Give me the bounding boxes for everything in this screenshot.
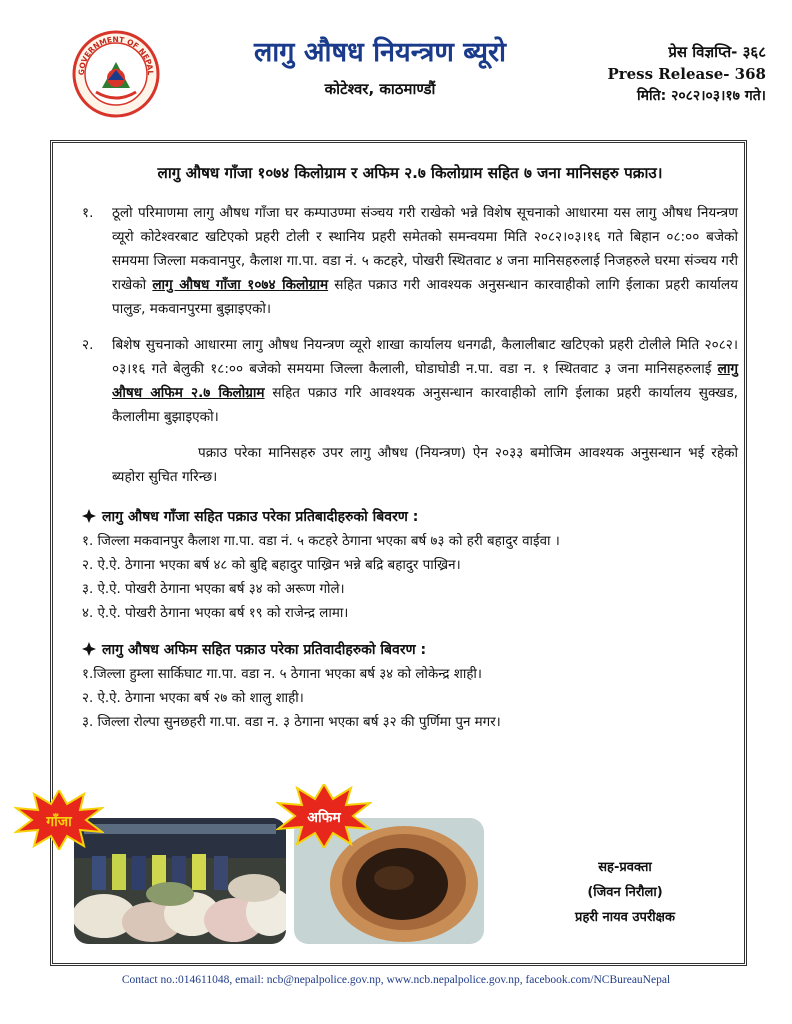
section-title-text: लागु औषध गाँजा सहित पक्राउ परेका प्रतिबादीहरुको बिवरण : xyxy=(102,509,419,525)
paragraph-body xyxy=(112,333,738,429)
ganja-seizure-photo xyxy=(74,818,286,944)
list-item: १. जिल्ला मकवानपुर कैलाश गा.पा. वडा नं. ५ कटहरे ठेगाना भएका बर्ष ७३ को हरी बहादुर वाईवा । xyxy=(82,534,560,549)
section-title-text: लागु औषध अफिम सहित पक्राउ परेका प्रतिवादीहरुको बिवरण : xyxy=(102,642,427,658)
badge-label: गाँजा xyxy=(46,814,72,830)
signature-title: सह-प्रवक्ता xyxy=(598,860,652,875)
paragraph-1 xyxy=(82,201,738,321)
closing-paragraph: पक्राउ परेका मानिसहरु उपर लागु औषध (नियन्त्रण) ऐन २०३३ बमोजिम आवश्यक अनुसन्धान भई रहेको ब्यहोरा सुचित गरिन्छ। xyxy=(112,445,738,485)
paragraph-number: २. xyxy=(82,337,94,353)
list-item: १.जिल्ला हुम्ला सार्किघाट गा.पा. वडा न. ५ ठेगाना भएका बर्ष ३४ को लोकेन्द्र शाही। xyxy=(82,667,482,682)
press-release-number-en: Press Release- 368 xyxy=(607,64,766,83)
opium-badge xyxy=(276,784,372,848)
signature-rank: प्रहरी नायव उपरीक्षक xyxy=(575,910,675,925)
badge-label: अफिम xyxy=(307,810,341,826)
opium-section-title xyxy=(82,640,738,659)
signature-block xyxy=(540,855,710,930)
paragraph-highlight: लागु औषध गाँजा १०७४ किलोग्राम xyxy=(152,277,329,293)
signature-name: (जिवन निरौला) xyxy=(587,885,663,900)
ganja-defendants-list xyxy=(82,530,738,626)
headline: लागु औषध गाँजा १०७४ किलोग्राम र अफिम २.७ किलोग्राम सहित ७ जना मानिसहरु पक्राउ। xyxy=(157,164,663,182)
page-title: लागु औषध नियन्त्रण ब्यूरो xyxy=(253,37,507,68)
diamond-bullet-icon xyxy=(82,509,96,523)
paragraph-text: बिशेष सुचनाको आधारमा लागु औषध नियन्त्रण व्यूरो शाखा कार्यालय धनगढी, कैलालीबाट खटिएको प्रहरी टोलीले मिति २०८२।०३।१६ गते बेलुकी १८:०० बजेको समयमा जिल्ला कैलाली, घोडाघोडी न.पा. वडा न. १ स्थितवाट ३ जना मानिसहरुलाई xyxy=(112,337,738,377)
main-content xyxy=(82,155,738,749)
release-date: मिति: २०८२।०३।१७ गते। xyxy=(637,87,766,104)
press-release-number-np: प्रेस विज्ञप्ति- ३६८ xyxy=(668,43,766,61)
diamond-bullet-icon xyxy=(82,642,96,656)
list-item: २. ऐ.ऐ. ठेगाना भएका बर्ष ४८ को बुद्दि बहादुर पाख्रिन भन्ने बद्रि बहादुर पाख्रिन। xyxy=(82,558,461,573)
ganja-section-title xyxy=(82,507,738,526)
ganja-badge xyxy=(14,790,104,850)
paragraph-2 xyxy=(82,333,738,429)
office-location: कोटेश्वर, काठमाण्डौं xyxy=(324,80,436,98)
paragraph-highlight: लागु औषध अफिम २.७ किलोग्राम xyxy=(112,361,738,401)
list-item: ३. जिल्ला रोल्पा सुनछहरी गा.पा. वडा न. ३ ठेगाना भएका बर्ष ३२ की पुर्णिमा पुन मगर। xyxy=(82,715,501,730)
list-item: २. ऐ.ऐ. ठेगाना भएका बर्ष २७ को शालु शाही। xyxy=(82,691,304,706)
list-item: ३. ऐ.ऐ. पोखरी ठेगाना भएका बर्ष ३४ को अरूण गोले। xyxy=(82,582,345,597)
header-center xyxy=(220,32,540,99)
footer-contact: Contact no.:014611048, email: ncb@nepalpolice.gov.np, www.ncb.nepalpolice.gov.np, facebook.com/NCBureauNepal xyxy=(121,974,671,986)
government-logo xyxy=(72,30,160,118)
paragraph-text: ठूलो परिमाणमा लागु औषध गाँजा घर कम्पाउण्मा संञ्चय गरी राखेको भन्ने विशेष सूचनाको आधारमा यस लागु औषध नियन्त्रण व्यूरो कोटेश्वरबाट खटिएको प्रहरी टोली र स्थानिय प्रहरी समेतको समन्वयमा मिति २०८२।०३।१६ गते बिहान ०८:०० बजेको समयमा जिल्ला मकवानपुर, कैलाश गा.पा. वडा नं. ५ कटहरे, पोखरी स्थितवाट ४ जना मानिसहरुलाई निजहरुले घरमा संञ्चय गरी राखेको xyxy=(112,205,738,293)
list-item: ४. ऐ.ऐ. पोखरी ठेगाना भएका बर्ष १९ को राजेन्द्र लामा। xyxy=(82,606,349,621)
paragraph-number: १. xyxy=(82,205,94,221)
opium-defendants-list xyxy=(82,663,738,735)
paragraph-text: सहित पक्राउ गरी आवश्यक अनुसन्धान कारवाहीको लागि ईलाका प्रहरी कार्यालय पालुङ, मकवानपुरमा बुझाइएको। xyxy=(112,277,739,317)
paragraph-body xyxy=(112,201,738,321)
paragraph-text: सहित पक्राउ गरि आवश्यक अनुसन्धान कारवाहीको लागि ईलाका प्रहरी कार्यालय सुक्खड, कैलालीमा बुझाइएको। xyxy=(112,385,739,425)
press-release-info xyxy=(566,42,766,106)
logo-text: GOVERNMENT OF NEPAL xyxy=(76,34,156,76)
